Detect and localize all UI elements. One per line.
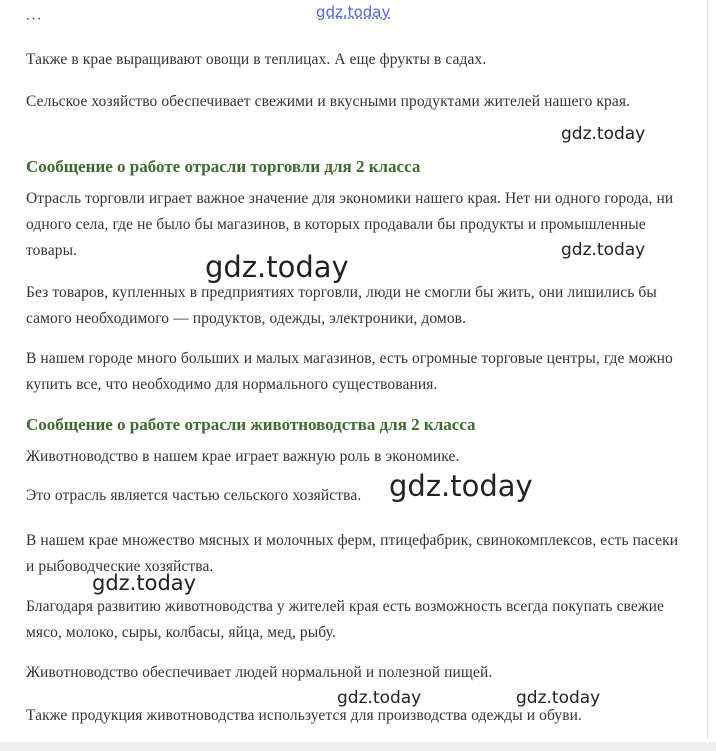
cut-off-text: · · · <box>26 14 42 25</box>
paragraph-agriculture: Сельское хозяйство обеспечивает свежими и вкусными продуктами жителей нашего края. <box>26 93 631 110</box>
heading-trade: Сообщение о работе отрасли торговли для 2 класса <box>26 157 421 176</box>
right-divider <box>707 0 708 740</box>
paragraph-livestock-products: Благодаря развитию животноводства у жителей края есть возможность всегда покупать свежие мясо, молоко, сыры, колбасы, яйца, мед, рыбу. <box>26 598 665 641</box>
paragraph-livestock-role: Животноводство в нашем крае играет важную роль в экономике. <box>26 448 460 465</box>
paragraph-livestock-farms: В нашем крае множество мясных и молочных ферм, птицефабрик, свинокомплексов, есть пасеки и рыбоводческие хозяйства. <box>26 532 679 575</box>
paragraph-livestock-part: Это отрасль является частью сельского хозяйства. <box>26 487 362 504</box>
heading-livestock: Сообщение о работе отрасли животноводства для 2 класса <box>26 415 476 434</box>
paragraph-trade-shops: В нашем городе много больших и малых магазинов, есть огромные торговые центры, где можно купить все, что необходимо для нормального существования. <box>26 350 673 393</box>
paragraph-greenhouses: Также в крае выращивают овощи в теплицах. А еще фрукты в садах. <box>26 51 487 68</box>
paragraph-livestock-clothing: Также продукция животноводства используется для производства одежды и обуви. <box>26 707 583 724</box>
watermark-1: gdz.today <box>561 124 646 144</box>
watermark-6: gdz.today <box>337 688 422 708</box>
paragraph-livestock-food: Животноводство обеспечивает людей нормальной и полезной пищей. <box>26 664 493 681</box>
watermark-3: gdz.today <box>205 250 349 284</box>
paragraph-trade-goods: Без товаров, купленных в предприятиях торговли, люди не смогли бы жить, они лишились бы самого необходимого — продуктов, одежды, электроники, домов. <box>26 284 657 327</box>
watermark-4: gdz.today <box>389 469 533 503</box>
watermark-link-top[interactable]: gdz.today <box>316 3 391 21</box>
paragraph-trade-importance: Отрасль торговли играет важное значение для экономики нашего края. Нет ни одного города, ни одного села, где не было бы магазинов, в которых продавали бы продукты и промышленные товары. <box>26 190 674 259</box>
watermark-2: gdz.today <box>561 240 646 260</box>
watermark-7: gdz.today <box>516 688 601 708</box>
watermark-5: gdz.today <box>92 571 197 595</box>
bottom-scroll-bar[interactable] <box>0 742 716 751</box>
